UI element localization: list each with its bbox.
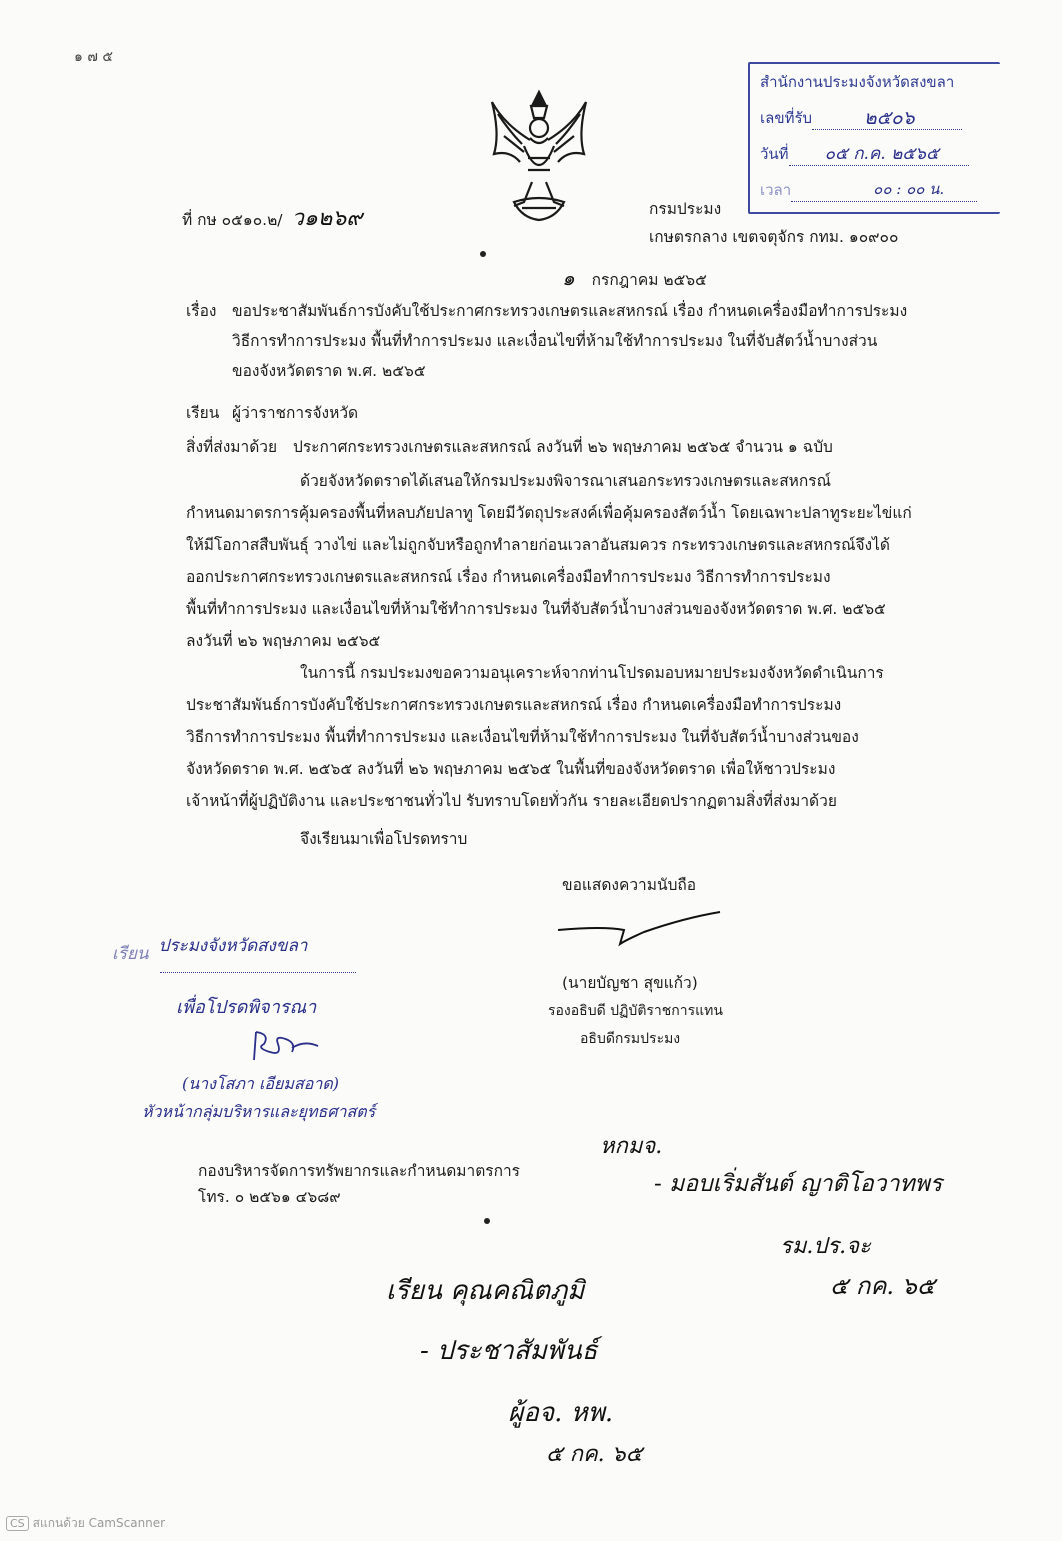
left-to-value: ประมงจังหวัดสงขลา [158, 936, 308, 956]
punch-dot [480, 251, 486, 257]
document-date [562, 262, 707, 294]
date-rest: กรกฎาคม ๒๕๖๕ [591, 271, 707, 289]
camscanner-footer [6, 1514, 165, 1533]
issuer-line-2: เกษตรกลาง เขตจตุจักร กทม. ๑๐๙๐๐ [649, 228, 899, 246]
dept-line-2: โทร. ๐ ๒๕๖๑ ๔๖๘๙ [198, 1188, 341, 1206]
left-to-label: เรียน [112, 944, 149, 964]
bottom-annotation-line-2: - ประชาสัมพันธ์ [420, 1336, 598, 1366]
para1-line: ออกประกาศกระทรวงเกษตรและสหกรณ์ เรื่อง กำหนดเครื่องมือทำการประมง วิธีการทำการประมง [186, 568, 831, 586]
right-annotation-line-1: หกมจ. [600, 1134, 663, 1159]
stamp-receipt-row [760, 106, 962, 130]
camscanner-text: สแกนด้วย CamScanner [32, 1516, 166, 1530]
signer-name: (นายบัญชา สุขแก้ว) [562, 974, 698, 992]
stamp-receipt-no: ๒๕๐๖ [864, 107, 915, 129]
punch-dot [484, 1218, 490, 1224]
para2-line: จังหวัดตราด พ.ศ. ๒๕๖๕ ลงวันที่ ๒๖ พฤษภาคม ๒๕๖๕ ในพื้นที่ของจังหวัดตราด เพื่อให้ชาวประมง [186, 760, 836, 778]
date-day: ๑ [562, 266, 575, 290]
para2-line: เจ้าหน้าที่ผู้ปฏิบัติงาน และประชาชนทั่วไป รับทราบโดยทั่วกัน รายละเอียดปรากฏตามสิ่งที่ส่งมาด้วย [186, 792, 837, 810]
bottom-annotation-line-4: ๕ กค. ๖๕ [546, 1442, 643, 1467]
receipt-stamp [748, 62, 1000, 214]
to-value: ผู้ว่าราชการจังหวัด [232, 404, 359, 422]
para1-line: ลงวันที่ ๒๖ พฤษภาคม ๒๕๖๕ [186, 632, 381, 650]
enclosure-value: ประกาศกระทรวงเกษตรและสหกรณ์ ลงวันที่ ๒๖ พฤษภาคม ๒๕๖๕ จำนวน ๑ ฉบับ [293, 438, 833, 456]
camscanner-badge: CS [6, 1516, 29, 1531]
para1-line: ด้วยจังหวัดตราดได้เสนอให้กรมประมงพิจารณาเสนอกระทรวงเกษตรและสหกรณ์ [300, 472, 831, 490]
left-annotation-to [112, 936, 308, 967]
left-signature [248, 1026, 324, 1066]
right-annotation-line-2: - มอบเริ่มสันต์ ญาติโอวาทพร [654, 1171, 943, 1197]
closing-line: จึงเรียนมาเพื่อโปรดทราบ [300, 830, 468, 848]
to-label: เรียน [186, 404, 220, 422]
regards: ขอแสดงความนับถือ [562, 876, 697, 894]
para2-line: ในการนี้ กรมประมงขอความอนุเคราะห์จากท่านโปรดมอบหมายประมงจังหวัดดำเนินการ [300, 664, 884, 682]
para2-line: ประชาสัมพันธ์การบังคับใช้ประกาศกระทรวงเกษตรและสหกรณ์ เรื่อง กำหนดเครื่องมือทำการประมง [186, 696, 842, 714]
issuer-line-1: กรมประมง [649, 200, 722, 218]
subject-line: ขอประชาสัมพันธ์การบังคับใช้ประกาศกระทรวงเกษตรและสหกรณ์ เรื่อง กำหนดเครื่องมือทำการประมง [232, 302, 908, 320]
para1-line: ให้มีโอกาสสืบพันธุ์ วางไข่ และไม่ถูกจับหรือถูกทำลายก่อนเวลาอันสมควร กระทรวงเกษตรและสหกรณ์จึงได้ [186, 536, 890, 554]
margin-marks: ๑ ๗ ๕ [74, 49, 113, 65]
stamp-time: ๐๐ : ๐๐ น. [873, 180, 945, 198]
left-request: เพื่อโปรดพิจารณา [176, 997, 317, 1018]
para1-line: พื้นที่ทำการประมง และเงื่อนไขที่ห้ามใช้ทำการประมง ในที่จับสัตว์น้ำบางส่วนของจังหวัดตราด พ.ศ. ๒๕๖๕ [186, 600, 886, 618]
ref-handwritten: ว๑๒๖๙ [291, 206, 363, 231]
stamp-date-label: วันที่ [760, 145, 789, 163]
right-annotation-line-3: รม.ปร.จะ [780, 1234, 871, 1259]
stamp-date: ๐๕ ก.ค. ๒๕๖๕ [824, 144, 939, 164]
stamp-time-row [760, 178, 977, 202]
ref-label: ที่ กษ ๐๕๑๐.๒/ [182, 211, 283, 229]
left-title: หัวหน้ากลุ่มบริหารและยุทธศาสตร์ [142, 1102, 376, 1121]
stamp-receipt-label: เลขที่รับ [760, 109, 813, 127]
subject-line: วิธีการทำการประมง พื้นที่ทำการประมง และเงื่อนไขที่ห้ามใช้ทำการประมง ในที่จับสัตว์น้ำบางส่วน [232, 332, 878, 350]
enclosure-label: สิ่งที่ส่งมาด้วย [186, 438, 278, 456]
bottom-annotation-line-3: ผู้อจ. หพ. [508, 1398, 614, 1428]
garuda-emblem-icon [484, 84, 594, 224]
subject-line: ของจังหวัดตราด พ.ศ. ๒๕๖๕ [232, 362, 426, 380]
stamp-time-label: เวลา [760, 181, 792, 199]
para1-line: กำหนดมาตรการคุ้มครองพื้นที่หลบภัยปลาทู โดยมีวัตถุประสงค์เพื่อคุ้มครองสัตว์น้ำ โดยเฉพาะปลาทูระยะไข่แก่ [186, 504, 912, 522]
subject-label: เรื่อง [186, 302, 217, 320]
left-name: (นางโสภา เอียมสอาด) [182, 1074, 339, 1093]
left-to-dotted-line [160, 972, 356, 973]
signer-title-1: รองอธิบดี ปฏิบัติราชการแทน [548, 1003, 723, 1019]
right-annotation-line-4: ๕ กค. ๖๕ [830, 1272, 936, 1300]
signer-title-2: อธิบดีกรมประมง [580, 1031, 681, 1047]
bottom-annotation-line-1: เรียน คุณคณิตภูมิ [386, 1276, 585, 1306]
stamp-date-row [760, 142, 969, 166]
dept-line-1: กองบริหารจัดการทรัพยากรและกำหนดมาตรการ [198, 1162, 520, 1180]
signer-signature [554, 906, 726, 950]
para2-line: วิธีการทำการประมง พื้นที่ทำการประมง และเงื่อนไขที่ห้ามใช้ทำการประมง ในที่จับสัตว์น้ำบางส่วนของ [186, 728, 859, 746]
reference-number [182, 200, 362, 235]
stamp-office: สำนักงานประมงจังหวัดสงขลา [760, 73, 955, 91]
